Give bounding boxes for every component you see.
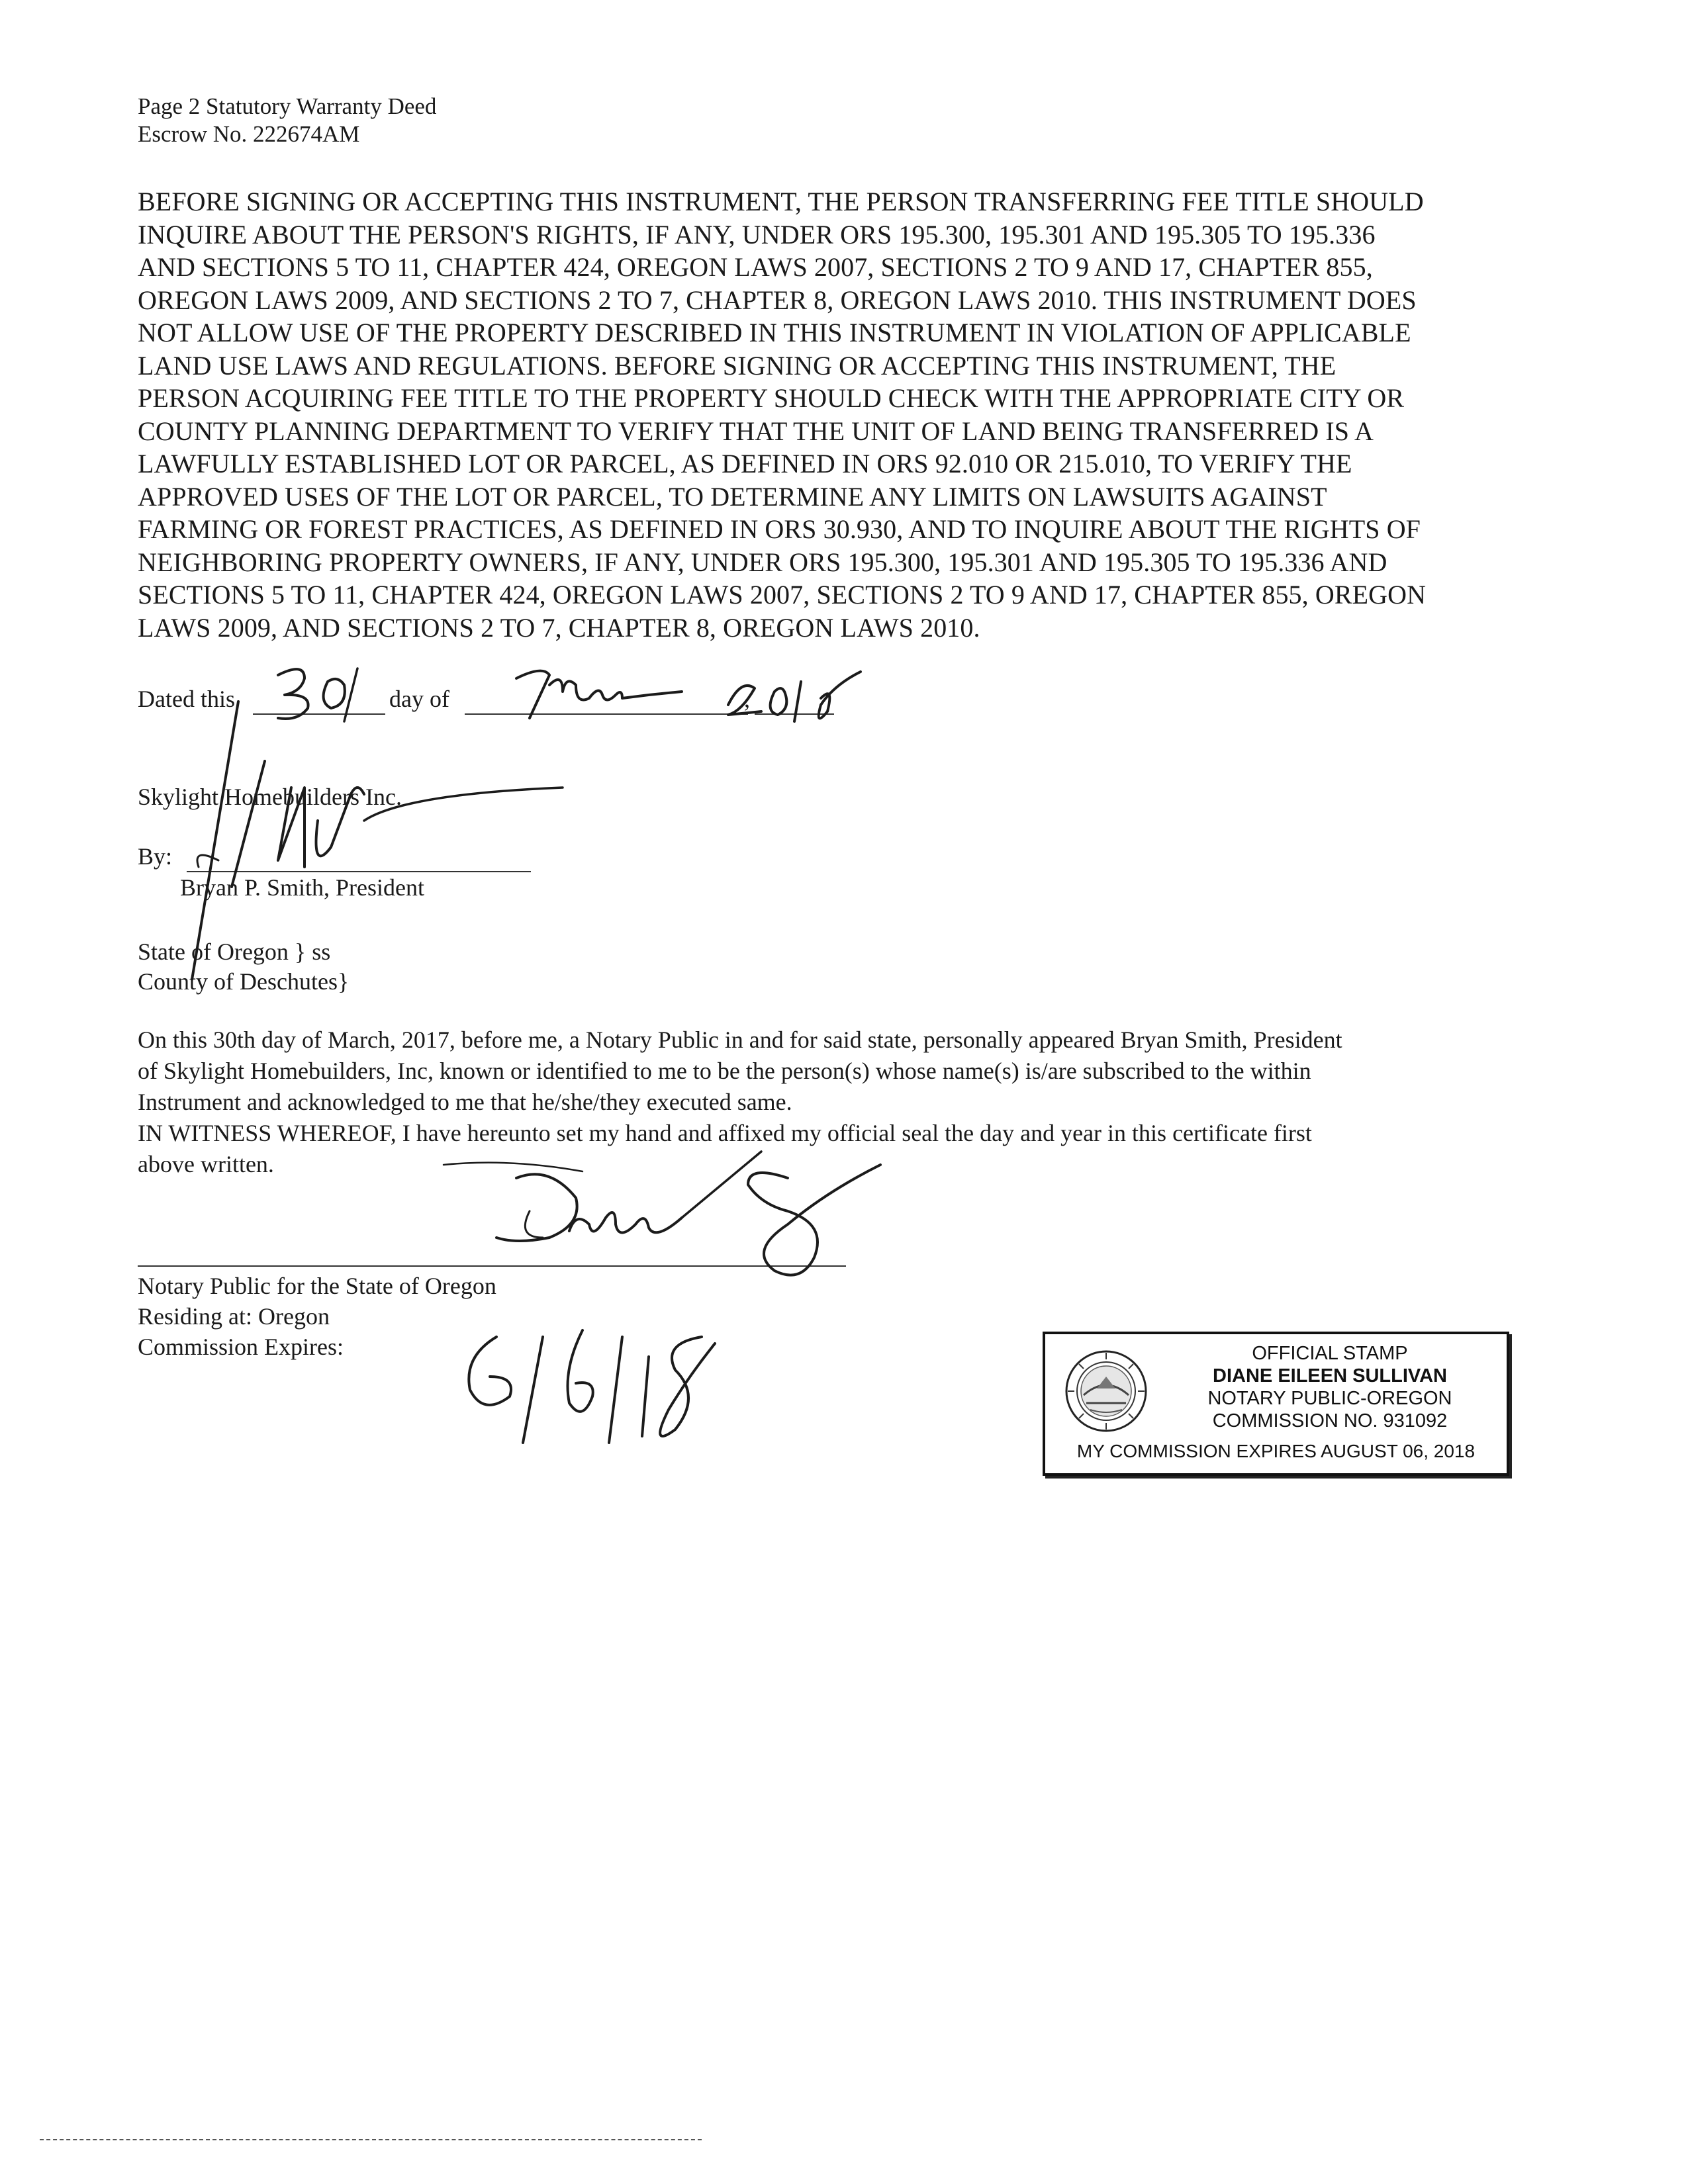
page-title: Page 2 Statutory Warranty Deed: [138, 93, 437, 119]
warning-line: LAWS 2009, AND SECTIONS 2 TO 7, CHAPTER 8, OREGON LAWS 2010.: [138, 612, 980, 643]
stamp-notary-public: NOTARY PUBLIC-OREGON: [1207, 1388, 1452, 1409]
signer-name-title: Bryan P. Smith, President: [180, 874, 425, 901]
document-header: [138, 93, 436, 148]
warning-line: NEIGHBORING PROPERTY OWNERS, IF ANY, UNDER ORS 195.300, 195.301 AND 195.305 TO 195.336 AND: [138, 547, 1387, 577]
notary-commission-expires: Commission Expires:: [138, 1334, 344, 1360]
acknowledgment-line: of Skylight Homebuilders, Inc, known or identified to me to be the person(s) whose name(s) is/are subscribed to the within: [138, 1058, 1311, 1084]
warning-line: NOT ALLOW USE OF THE PROPERTY DESCRIBED IN THIS INSTRUMENT IN VIOLATION OF APPLICABLE: [138, 318, 1411, 347]
handwritten-expiration-date: [450, 1317, 728, 1463]
day-of-label: day of: [389, 686, 449, 712]
notary-residing: Residing at: Oregon: [138, 1303, 330, 1330]
acknowledgment-line: IN WITNESS WHEREOF, I have hereunto set my hand and affixed my official seal the day and year in this certificate first: [138, 1120, 1312, 1146]
oregon-state-seal-icon: [1064, 1349, 1149, 1433]
venue-state: State of Oregon } ss: [138, 938, 331, 965]
warning-line: OREGON LAWS 2009, AND SECTIONS 2 TO 7, CHAPTER 8, OREGON LAWS 2010. THIS INSTRUMENT DOES: [138, 285, 1417, 315]
stamp-notary-name: DIANE EILEEN SULLIVAN: [1213, 1365, 1447, 1387]
stamp-commission-number: COMMISSION NO. 931092: [1212, 1410, 1448, 1432]
acknowledgment-line: On this 30th day of March, 2017, before me, a Notary Public in and for said state, personally appeared Bryan Smith, President: [138, 1026, 1342, 1053]
official-notary-stamp: [1043, 1332, 1509, 1476]
acknowledgment-line: above written.: [138, 1151, 274, 1177]
escrow-number: Escrow No. 222674AM: [138, 121, 360, 147]
grantor-company: Skylight Homebuilders Inc.: [138, 784, 402, 810]
warning-line: PERSON ACQUIRING FEE TITLE TO THE PROPERTY SHOULD CHECK WITH THE APPROPRIATE CITY OR: [138, 383, 1405, 413]
notary-signature: [417, 1125, 920, 1343]
page-edge-line: [40, 2139, 702, 2140]
dated-label: Dated this: [138, 686, 235, 712]
grantor-signature: [152, 688, 576, 999]
warning-line: BEFORE SIGNING OR ACCEPTING THIS INSTRUMENT, THE PERSON TRANSFERRING FEE TITLE SHOULD: [138, 187, 1424, 216]
warning-line: APPROVED USES OF THE LOT OR PARCEL, TO DETERMINE ANY LIMITS ON LAWSUITS AGAINST: [138, 481, 1327, 512]
stamp-expiration: MY COMMISSION EXPIRES AUGUST 06, 2018: [1076, 1441, 1476, 1461]
stamp-heading: OFFICIAL STAMP: [1252, 1343, 1408, 1364]
warning-line: FARMING OR FOREST PRACTICES, AS DEFINED IN ORS 30.930, AND TO INQUIRE ABOUT THE RIGHTS OF: [138, 514, 1421, 544]
venue-county: County of Deschutes}: [138, 968, 350, 995]
warning-line: LAWFULLY ESTABLISHED LOT OR PARCEL, AS DEFINED IN ORS 92.010 OR 215.010, TO VERIFY THE: [138, 449, 1352, 478]
acknowledgment-line: Instrument and acknowledged to me that he/she/they executed same.: [138, 1089, 792, 1115]
warning-line: INQUIRE ABOUT THE PERSON'S RIGHTS, IF ANY, UNDER ORS 195.300, 195.301 AND 195.305 TO 195.336: [138, 219, 1376, 250]
warning-line: SECTIONS 5 TO 11, CHAPTER 424, OREGON LAWS 2007, SECTIONS 2 TO 9 AND 17, CHAPTER 855, OREGON: [138, 580, 1427, 610]
warning-line: LAND USE LAWS AND REGULATIONS. BEFORE SIGNING OR ACCEPTING THIS INSTRUMENT, THE: [138, 350, 1336, 381]
statutory-warning: [138, 185, 1568, 644]
warning-line: COUNTY PLANNING DEPARTMENT TO VERIFY THAT THE UNIT OF LAND BEING TRANSFERRED IS A: [138, 416, 1374, 446]
dated-comma: ,: [744, 686, 750, 712]
by-label: By:: [138, 843, 173, 870]
warning-line: AND SECTIONS 5 TO 11, CHAPTER 424, OREGON LAWS 2007, SECTIONS 2 TO 9 AND 17, CHAPTER 855,: [138, 252, 1373, 282]
notary-title: Notary Public for the State of Oregon: [138, 1273, 496, 1299]
